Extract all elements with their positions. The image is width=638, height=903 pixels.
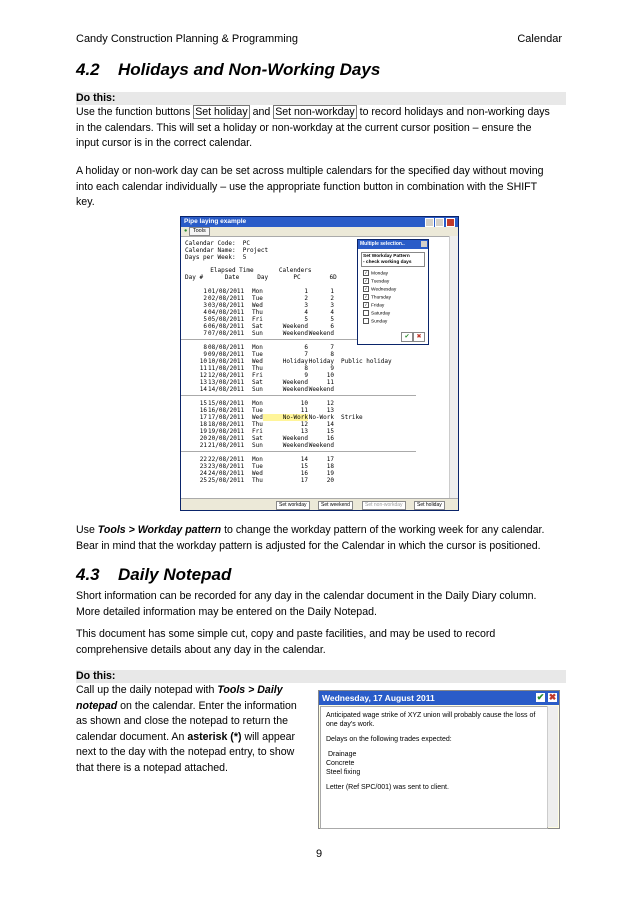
section-title: Daily Notepad	[118, 565, 232, 584]
window-scrollbar	[449, 236, 458, 498]
checked-checkbox-icon: ✓	[364, 278, 368, 283]
calendar-row: 16 16/08/2011 Tue 11 13	[199, 407, 334, 414]
page-header	[76, 33, 562, 45]
section-number: 4.2	[76, 60, 100, 79]
set-non-workday-button: Set non-workday	[362, 501, 406, 510]
tools-menu: Tools	[189, 227, 210, 236]
calendar-row: 4 04/08/2011 Thu 4 4	[203, 309, 334, 316]
calendar-row: 15 15/08/2011 Mon 10 12	[199, 400, 334, 407]
calendar-row: 21 21/08/2011 Sun Weekend Weekend	[199, 442, 334, 449]
set-holiday-label: Set holiday	[195, 106, 248, 118]
page-number: 9	[315, 848, 323, 860]
calendar-row: 13 13/08/2011 Sat Weekend 11	[199, 379, 334, 386]
weekday-option: ✓ Monday	[364, 270, 389, 277]
calendar-row: 5 05/08/2011 Fri 5 5	[203, 316, 334, 323]
notepad-line: Steel fixing	[326, 769, 361, 776]
weekday-option: ✓ Wednesday	[364, 286, 397, 293]
checked-checkbox-icon: ✓	[364, 286, 368, 291]
section-title: Holidays and Non-Working Days	[118, 60, 381, 79]
minimize-icon	[425, 218, 434, 227]
notepad-line: one day's work.	[326, 721, 375, 728]
paragraph-notepad-instructions: Call up the daily notepad with Tools > Daily notepad on the calendar. Enter the information as shown and close the notepad to return the calendar document. An asterisk (*) will appear next to the day with the notepad entry, to show that there is a notepad attached.	[76, 684, 297, 774]
set-workday-button: Set workday	[276, 501, 310, 510]
notepad-titlebar	[319, 691, 559, 705]
calendar-row: 24 24/08/2011 Wed 16 19	[199, 470, 334, 477]
calendar-row: 9 09/08/2011 Tue 7 8	[203, 351, 334, 358]
calendar-row: 12 12/08/2011 Fri 9 10	[199, 372, 334, 379]
window-menubar	[181, 227, 458, 237]
notepad-date-title: Wednesday, 17 August 2011	[322, 693, 435, 703]
paragraph-function-buttons: Use the function buttons Set holiday and Set non-workday to record holidays and non-working days in the calendars. This will set a holiday or non-workday at the current cursor position – ensure the input cursor is in the correct calendar.	[76, 106, 550, 149]
set-holiday-button: Set holiday	[414, 501, 445, 510]
checked-checkbox-icon: ✓	[364, 270, 368, 275]
calendar-row: 1 01/08/2011 Mon 1 1	[203, 288, 334, 295]
section-heading-4-3	[76, 565, 231, 585]
do-this-banner: Do this:	[76, 92, 566, 105]
section-heading-4-2	[76, 60, 380, 80]
weekday-option: ✓ Thursday	[364, 294, 391, 301]
multiple-selection-dialog	[357, 239, 429, 345]
weekday-checklist	[358, 270, 428, 326]
checked-checkbox-icon: ✓	[364, 294, 368, 299]
dialog-titlebar: Multiple selection..	[358, 240, 428, 249]
weekday-option: ✓ Tuesday	[364, 278, 390, 285]
back-arrow-icon: ●	[184, 228, 188, 234]
function-button-bar	[181, 498, 458, 510]
notepad-line: Anticipated wage strike of XYZ union will probably cause the loss of	[326, 712, 536, 719]
section-number: 4.3	[76, 565, 100, 584]
calendar-code: Calendar Code: PC	[185, 240, 251, 247]
calendar-row: 2 02/08/2011 Tue 2 2	[203, 295, 334, 302]
calendar-name: Calendar Name: Project	[185, 247, 269, 254]
dialog-heading: Set Workday Pattern - check working days	[361, 252, 425, 267]
daily-notepad-screenshot	[318, 690, 560, 829]
calendar-row: 3 03/08/2011 Wed 3 3	[203, 302, 334, 309]
menu-path: Tools > Workday pattern	[97, 524, 222, 536]
calendar-row: 8 08/08/2011 Mon 6 7	[203, 344, 334, 351]
notepad-scrollbar	[547, 706, 558, 827]
unchecked-checkbox-icon	[363, 318, 369, 324]
weekday-option: Sunday	[358, 318, 428, 326]
set-non-workday-label: Set non-workday	[275, 106, 355, 118]
maximize-icon	[435, 218, 444, 227]
paragraph-multiple-calendars: A holiday or non-work day can be set across multiple calendars for the specified day without moving into each calendar individually – use the appropriate function button in combination with the SHIFT key.	[76, 165, 544, 208]
ok-check-icon: ✔	[401, 332, 413, 342]
cancel-x-icon: ✖	[413, 332, 425, 342]
paragraph-notepad-facilities: This document has some simple cut, copy and paste facilities, and may be used to record comprehensive details about any day in the calendar.	[76, 628, 496, 656]
week-divider	[181, 451, 416, 452]
header-right: Calendar	[517, 33, 562, 45]
close-icon: ✖	[548, 692, 557, 702]
calendar-row: 10 10/08/2011 Wed Holiday Holiday Public holiday	[199, 358, 392, 365]
calendar-row: 17 17/08/2011 Wed No-Work No-Work Strike	[199, 414, 363, 421]
calendar-row: 20 20/08/2011 Sat Weekend 16	[199, 435, 334, 442]
column-header-2: Day # Date Day PC 6D	[185, 274, 337, 281]
weekday-option: ✓ Friday	[364, 302, 385, 309]
calendar-row: 19 19/08/2011 Fri 13 15	[199, 428, 334, 435]
close-icon	[421, 241, 427, 247]
paragraph-daily-notepad: Short information can be recorded for any day in the calendar document in the Daily Diary column. More detailed information may be entered on the Daily Notepad.	[76, 590, 537, 618]
notepad-text-area	[320, 706, 548, 829]
notepad-line: Drainage	[326, 751, 357, 758]
column-header-1: Elapsed Time Calenders	[185, 267, 312, 274]
week-divider	[181, 395, 416, 396]
calendar-row: 18 18/08/2011 Thu 12 14	[199, 421, 334, 428]
window-titlebar	[181, 217, 458, 227]
calendar-row: 11 11/08/2011 Thu 8 9	[199, 365, 334, 372]
notepad-line: Delays on the following trades expected:	[326, 736, 452, 743]
calendar-row: 6 06/08/2011 Sat Weekend 6	[203, 323, 334, 330]
set-weekend-button: Set weekend	[318, 501, 353, 510]
days-per-week: Days per Week: 5	[185, 254, 247, 261]
weekday-option: Saturday	[358, 310, 428, 318]
checked-checkbox-icon: ✓	[364, 302, 368, 307]
header-left: Candy Construction Planning & Programming	[76, 33, 298, 45]
close-icon	[446, 218, 455, 227]
window-title: Pipe laying example	[184, 218, 247, 225]
calendar-row: 25 25/08/2011 Thu 17 20	[199, 477, 334, 484]
check-icon: ✔	[536, 692, 545, 702]
calendar-row: 22 22/08/2011 Mon 14 17	[199, 456, 334, 463]
calendar-row: 14 14/08/2011 Sun Weekend Weekend	[199, 386, 334, 393]
do-this-banner: Do this:	[76, 670, 566, 683]
notepad-line: Concrete	[326, 760, 355, 767]
paragraph-workday-pattern: Use Tools > Workday pattern to change the workday pattern of the working week for any calendar. Bear in mind that the workday pattern is adjusted for the Calendar in which the cursor is positioned.	[76, 524, 545, 552]
calendar-row: 23 23/08/2011 Tue 15 18	[199, 463, 334, 470]
unchecked-checkbox-icon	[363, 310, 369, 316]
notepad-line: Letter (Ref SPC/001) was sent to client.	[326, 784, 449, 791]
calendar-row: 7 07/08/2011 Sun Weekend Weekend	[203, 330, 334, 337]
